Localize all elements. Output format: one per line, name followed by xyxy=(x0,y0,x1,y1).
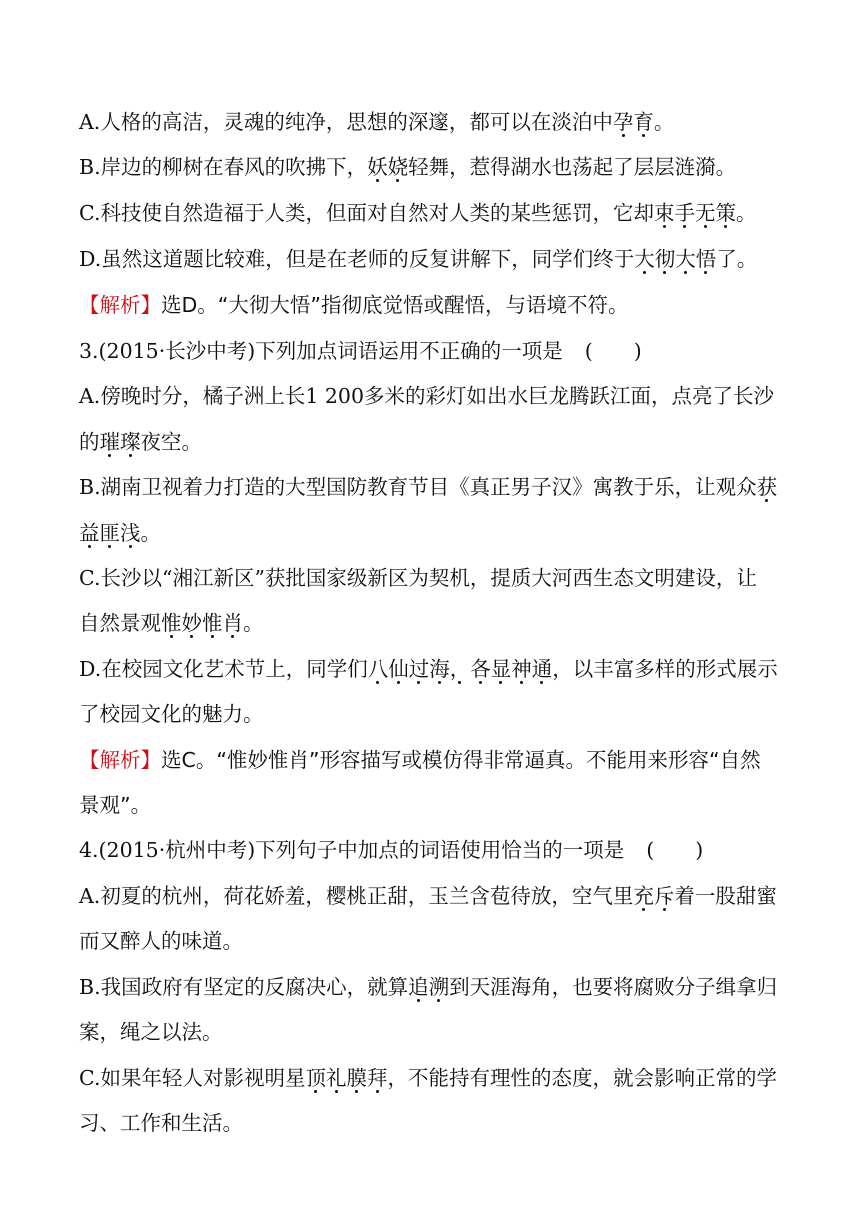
dotted-char: 手 xyxy=(674,201,695,225)
q3-option-a-cont: 的璀璨夜空。 xyxy=(79,430,202,454)
q4-option-b: B.我国政府有坚定的反腐决心，就算追溯到天涯海角，也要将腐败分子缉拿归 xyxy=(79,975,778,999)
q2-option-c: C.科技使自然造福于人类，但面对自然对人类的某些惩罚，它却束手无策。 xyxy=(79,201,757,225)
dotted-char: 匪 xyxy=(99,521,120,545)
dotted-char: 肖 xyxy=(222,611,243,635)
q2-option-b: B.岸边的柳树在春风的吹拂下，妖娆轻舞，惹得湖水也荡起了层层涟漪。 xyxy=(79,155,737,179)
dotted-char: 仙 xyxy=(388,657,409,681)
q3-analysis: 【解析】选C。“惟妙惟肖”形容描写或模仿得非常逼真。不能用来形容“自然 xyxy=(79,748,761,772)
dotted-char: 璨 xyxy=(120,430,141,454)
dotted-char: 无 xyxy=(694,201,716,225)
q4-option-c-cont: 习、工作和生活。 xyxy=(79,1111,243,1135)
q4-option-a-cont: 而又醉人的味道。 xyxy=(79,929,243,953)
q3-option-d-cont: 了校园文化的魅力。 xyxy=(79,702,264,726)
dotted-char: 璀 xyxy=(99,430,120,454)
dotted-char: 斥 xyxy=(653,884,675,908)
dotted-char: 娆 xyxy=(387,155,409,179)
dotted-char: ， xyxy=(449,657,471,681)
dotted-char: 妙 xyxy=(181,611,202,635)
dotted-char: 显 xyxy=(490,657,512,681)
q4-option-a: A.初夏的杭州，荷花娇羞，樱桃正甜，玉兰含苞待放，空气里充斥着一股甜蜜 xyxy=(79,884,777,908)
dotted-char: 益 xyxy=(79,521,100,545)
q4-stem: 4.(2015·杭州中考)下列句子中加点的词语使用恰当的一项是 ( ) xyxy=(79,835,703,865)
answer-blank: ( ) xyxy=(584,339,642,363)
q3-option-c: C.长沙以“湘江新区”获批国家级新区为契机，提质大河西生态文明建设，让 xyxy=(79,566,757,590)
dotted-char: 追 xyxy=(408,975,429,999)
q3-stem: 3.(2015·长沙中考)下列加点词语运用不正确的一项是 ( ) xyxy=(79,336,642,366)
dotted-char: 礼 xyxy=(325,1066,347,1090)
q2-option-d: D.虽然这道题比较难，但是在老师的反复讲解下，同学们终于大彻大悟了。 xyxy=(79,247,758,271)
dotted-char: 惟 xyxy=(161,611,182,635)
dotted-char: 惟 xyxy=(202,611,223,635)
q4-option-b-cont: 案，绳之以法。 xyxy=(79,1020,223,1044)
q2-analysis: 【解析】选D。“大彻大悟”指彻底觉悟或醒悟，与语境不符。 xyxy=(79,293,629,317)
analysis-tag: 【解析】 xyxy=(79,293,161,317)
dotted-char: 孕 xyxy=(612,110,634,134)
answer-blank: ( ) xyxy=(646,838,704,862)
dotted-char: 浅 xyxy=(120,521,141,545)
dotted-char: 彻 xyxy=(654,247,676,271)
q3-option-b-cont: 益匪浅。 xyxy=(79,521,161,545)
q3-option-d: D.在校园文化艺术节上，同学们八仙过海，各显神通，以丰富多样的形式展示 xyxy=(79,657,778,681)
dotted-char: 大 xyxy=(634,247,655,271)
dotted-char: 策 xyxy=(715,201,736,225)
analysis-tag: 【解析】 xyxy=(79,748,161,772)
dotted-char: 膜 xyxy=(346,1066,367,1090)
dotted-char: 悟 xyxy=(695,247,717,271)
q3-analysis-cont: 景观”。 xyxy=(79,793,152,817)
dotted-char: 顶 xyxy=(305,1066,326,1090)
dotted-char: 束 xyxy=(653,201,675,225)
dotted-char: 各 xyxy=(470,657,491,681)
dotted-char: 育 xyxy=(633,110,654,134)
dotted-char: 拜 xyxy=(366,1066,388,1090)
dotted-char: 充 xyxy=(633,884,654,908)
q3-option-c-cont: 自然景观惟妙惟肖。 xyxy=(79,611,264,635)
q3-option-b: B.湖南卫视着力打造的大型国防教育节目《真正男子汉》寓教于乐，让观众获 xyxy=(79,475,778,499)
dotted-char: 溯 xyxy=(428,975,450,999)
dotted-char: 通 xyxy=(531,657,553,681)
q2-option-a: A.人格的高洁，灵魂的纯净，思想的深邃，都可以在淡泊中孕育。 xyxy=(79,110,675,134)
dotted-char: 海 xyxy=(429,657,450,681)
q3-option-a: A.傍晚时分，橘子洲上长1 200多米的彩灯如出水巨龙腾跃江面，点亮了长沙 xyxy=(79,384,775,408)
dotted-char: 过 xyxy=(408,657,430,681)
dotted-char: 妖 xyxy=(367,155,388,179)
dotted-char: 八 xyxy=(367,657,389,681)
dotted-char: 获 xyxy=(756,475,778,499)
dotted-char: 神 xyxy=(511,657,532,681)
q4-option-c: C.如果年轻人对影视明星顶礼膜拜，不能持有理性的态度，就会影响正常的学 xyxy=(79,1066,777,1090)
dotted-char: 大 xyxy=(675,247,696,271)
